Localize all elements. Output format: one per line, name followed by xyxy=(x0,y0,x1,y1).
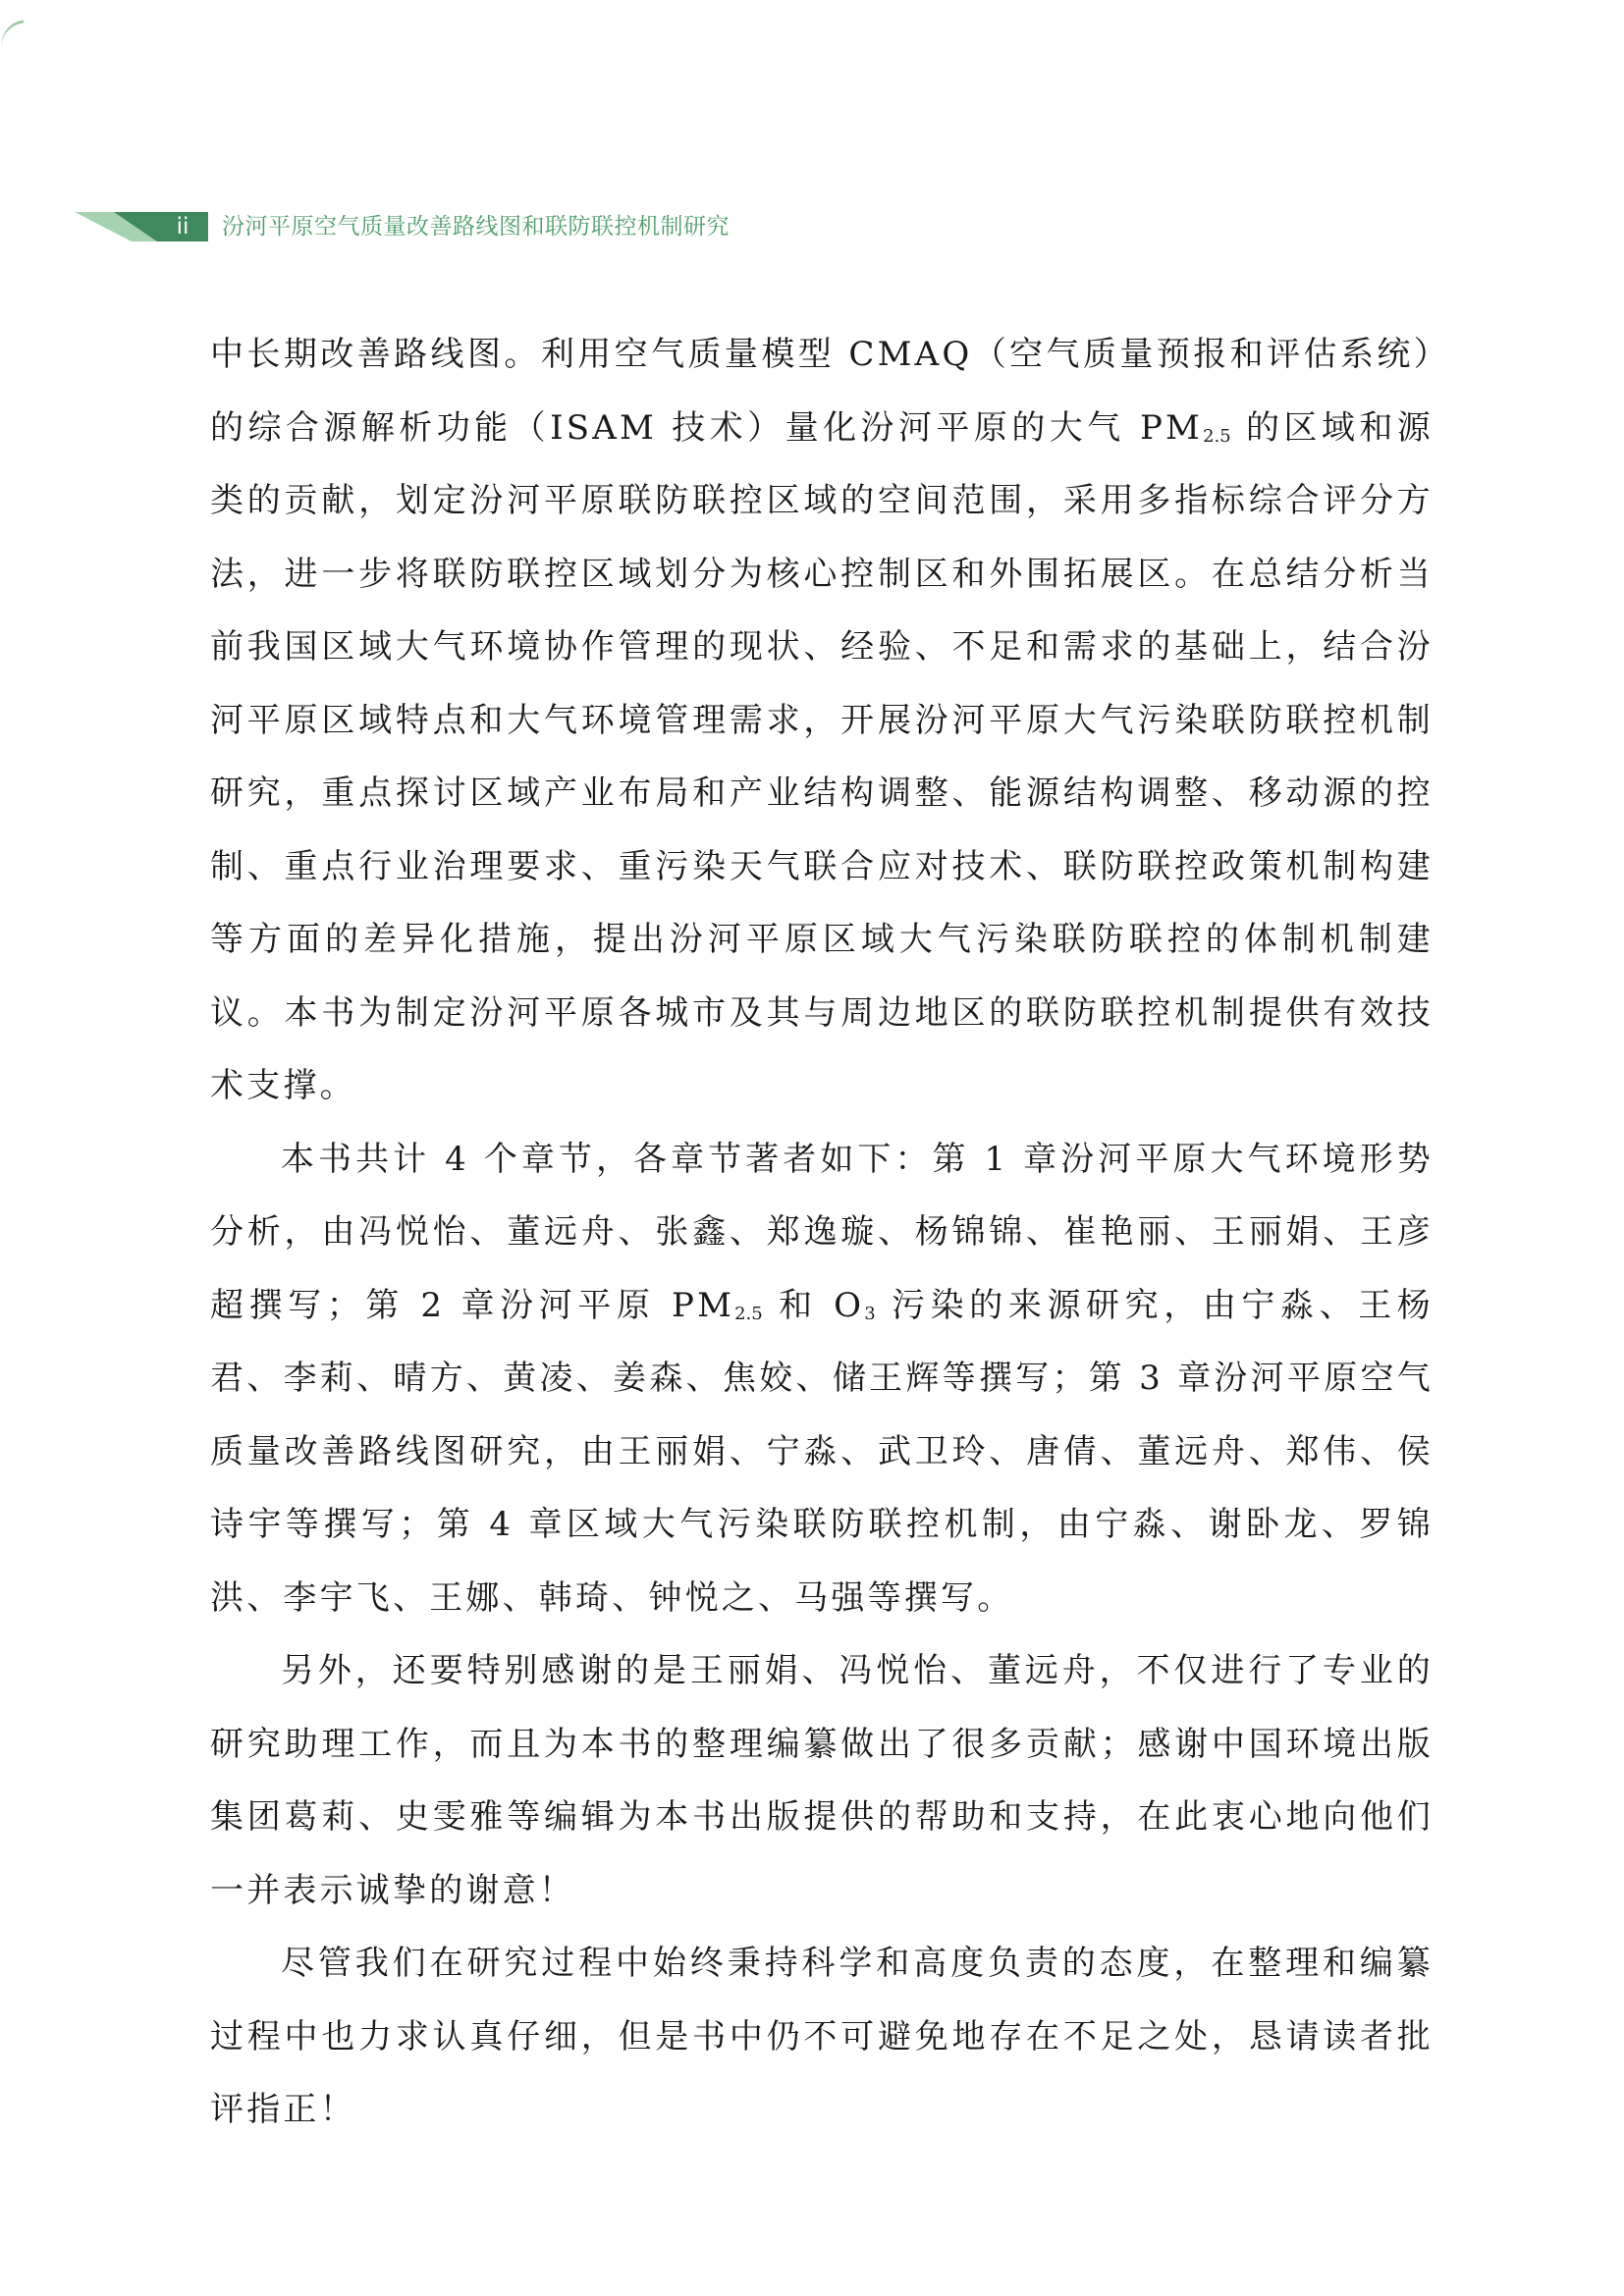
paragraph-closing xyxy=(210,1927,1434,2147)
paragraph-continuation xyxy=(210,318,1434,1123)
page-number: ii xyxy=(176,214,189,240)
text-run: 污染的来源研究，由宁淼、王杨君、李莉、晴方、黄凌、姜森、焦姣、储王辉等撰写；第 3 章汾河平原空气质量改善路线图研究，由王丽娟、宁淼、武卫玲、唐倩、董远舟、郑伟、侯诗宇等撰写；第 4 章区域大气污染联防联控机制，由宁淼、谢卧龙、罗锦洪、李宇飞、王娜、韩琦、钟悦之、马强等撰写。 xyxy=(210,1285,1434,1618)
text-run: 和 O xyxy=(762,1285,865,1325)
text-run: 另外，还要特别感谢的是王丽娟、冯悦怡、董远舟，不仅进行了专业的研究助理工作，而且为本书的整理编纂做出了很多贡献；感谢中国环境出版集团葛莉、史雯雅等编辑为本书出版提供的帮助和支持，在此衷心地向他们一并表示诚挚的谢意！ xyxy=(210,1651,1434,1910)
subscript-pm25: 2.5 xyxy=(1203,425,1231,447)
body-text xyxy=(210,318,1434,2147)
subscript-pm25: 2.5 xyxy=(734,1303,763,1324)
paragraph-acknowledgements xyxy=(210,1634,1434,1927)
subscript-o3: 3 xyxy=(864,1303,876,1324)
paragraph-chapter-authors xyxy=(210,1123,1434,1635)
text-run: 本书共计 4 个章节，各章节著者如下：第 1 章汾河平原大气环境形势分析，由冯悦怡、董远舟、张鑫、郑逸璇、杨锦锦、崔艳丽、王丽娟、王彦超撰写；第 2 章汾河平原 PM xyxy=(210,1139,1434,1325)
text-run: 的区域和源类的贡献，划定汾河平原联防联控区域的空间范围，采用多指标综合评分方法，进一步将联防联控区域划分为核心控制区和外围拓展区。在总结分析当前我国区域大气环境协作管理的现状、经验、不足和需求的基础上，结合汾河平原区域特点和大气环境管理需求，开展汾河平原大气污染联防联控机制研究，重点探讨区域产业布局和产业结构调整、能源结构调整、移动源的控制、重点行业治理要求、重污染天气联合应对技术、联防联控政策机制构建等方面的差异化措施，提出汾河平原区域大气污染联防联控的体制机制建议。本书为制定汾河平原各城市及其与周边地区的联防联控机制提供有效技术支撑。 xyxy=(210,407,1434,1105)
book-title: 汾河平原空气质量改善路线图和联防联控机制研究 xyxy=(222,214,730,240)
text-run: 中长期改善路线图。利用空气质量模型 CMAQ（空气质量预报和评估系统）的综合源解析功能（ISAM 技术）量化汾河平原的大气 PM xyxy=(210,335,1434,448)
corner-decoration xyxy=(0,20,27,51)
text-run: 尽管我们在研究过程中始终秉持科学和高度负责的态度，在整理和编纂过程中也力求认真仔细，但是书中仍不可避免地存在不足之处，恳请读者批评指正！ xyxy=(210,1944,1434,2129)
running-header xyxy=(75,208,958,245)
